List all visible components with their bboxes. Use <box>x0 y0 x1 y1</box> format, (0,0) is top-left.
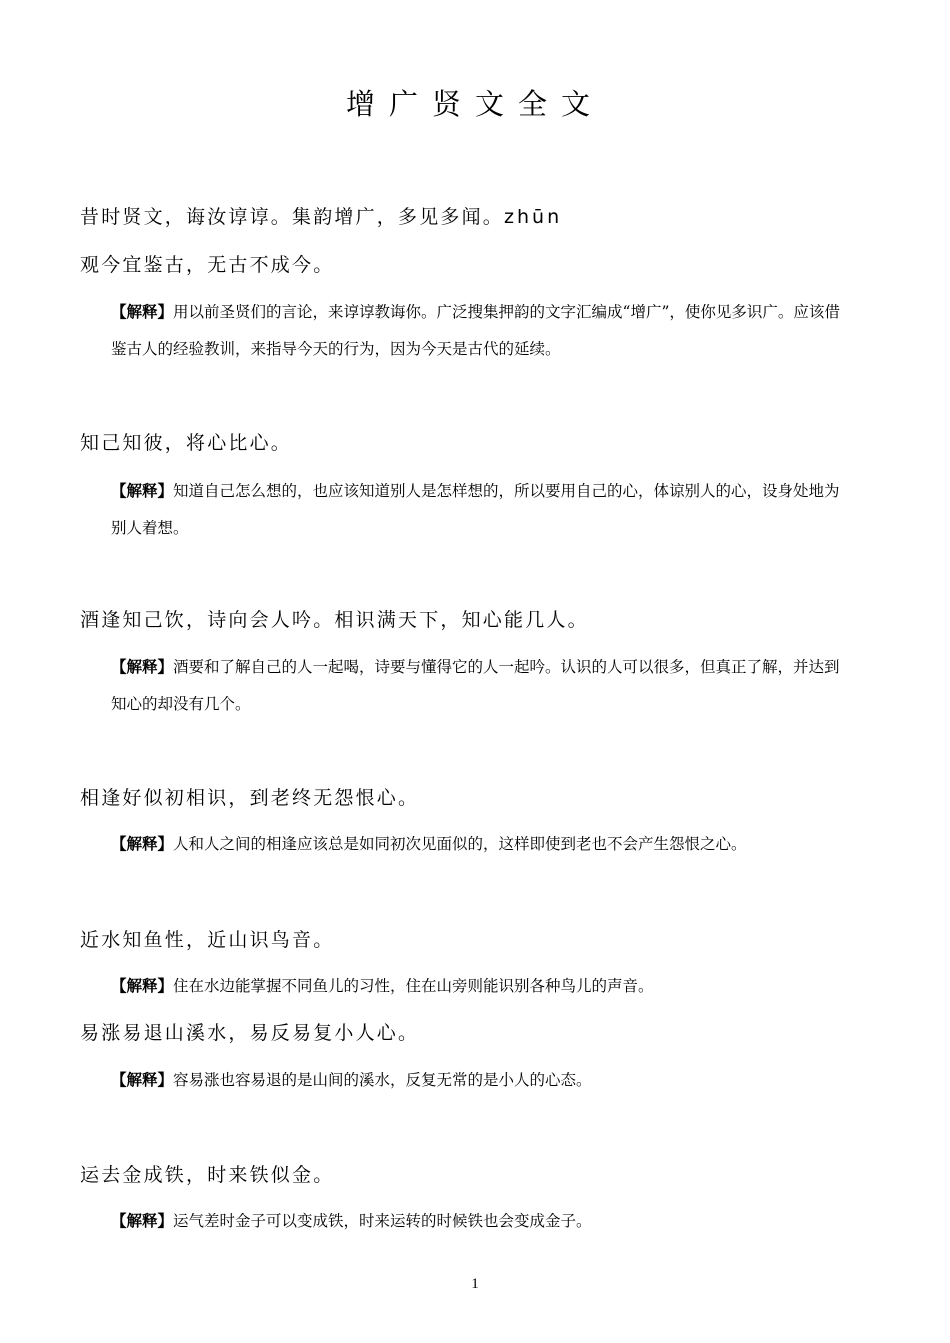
verse-line: 知己知彼，将心比心。 <box>80 432 293 454</box>
explanation <box>111 294 846 368</box>
verse-line: 近水知鱼性，近山识鸟音。 <box>80 929 335 951</box>
verse-line: 观今宜鉴古，无古不成今。 <box>80 254 335 276</box>
verse-line: 酒逢知己饮，诗向会人吟。相识满天下，知心能几人。 <box>80 609 589 631</box>
verse-line: 运去金成铁，时来铁似金。 <box>80 1164 335 1186</box>
explanation <box>111 968 846 1005</box>
explanation-text: 用以前圣贤们的言论，来谆谆教诲你。广泛搜集押韵的文字汇编成“增广”，使你见多识广。应该借鉴古人的经验教训，来指导今天的行为，因为今天是古代的延续。 <box>111 303 840 358</box>
verse-text: 昔时贤文，诲汝谆谆。集韵增广，多见多闻。 <box>80 206 505 228</box>
explanation <box>111 1203 846 1240</box>
explanation-tag: 【解释】 <box>111 977 174 995</box>
explanation-text: 容易涨也容易退的是山间的溪水，反复无常的是小人的心态。 <box>173 1071 592 1089</box>
explanation-text: 运气差时金子可以变成铁，时来运转的时候铁也会变成金子。 <box>173 1212 592 1230</box>
explanation-tag: 【解释】 <box>111 1212 174 1230</box>
document-title: 增广贤文全文 <box>345 87 604 121</box>
explanation-text: 人和人之间的相逢应该总是如同初次见面似的，这样即使到老也不会产生怨恨之心。 <box>173 835 747 853</box>
explanation <box>111 473 846 547</box>
explanation-text: 酒要和了解自己的人一起喝，诗要与懂得它的人一起吟。认识的人可以很多，但真正了解，并达到知心的却没有几个。 <box>111 658 840 713</box>
explanation <box>111 649 846 723</box>
explanation-tag: 【解释】 <box>111 303 174 321</box>
explanation-tag: 【解释】 <box>111 482 174 500</box>
page-number: 1 <box>471 1276 479 1292</box>
explanation-tag: 【解释】 <box>111 835 174 853</box>
explanation <box>111 1062 846 1099</box>
verse-line <box>80 202 562 229</box>
pinyin-annotation: zhūn <box>504 206 563 228</box>
explanation-tag: 【解释】 <box>111 658 174 676</box>
explanation-tag: 【解释】 <box>111 1071 174 1089</box>
verse-line: 相逢好似初相识，到老终无怨恨心。 <box>80 787 420 809</box>
verse-line: 易涨易退山溪水，易反易复小人心。 <box>80 1022 420 1044</box>
explanation-text: 知道自己怎么想的，也应该知道别人是怎样想的，所以要用自己的心，体谅别人的心，设身处地为别人着想。 <box>111 482 840 537</box>
explanation-text: 住在水边能掌握不同鱼儿的习性，住在山旁则能识别各种鸟儿的声音。 <box>173 977 654 995</box>
explanation <box>111 826 846 863</box>
